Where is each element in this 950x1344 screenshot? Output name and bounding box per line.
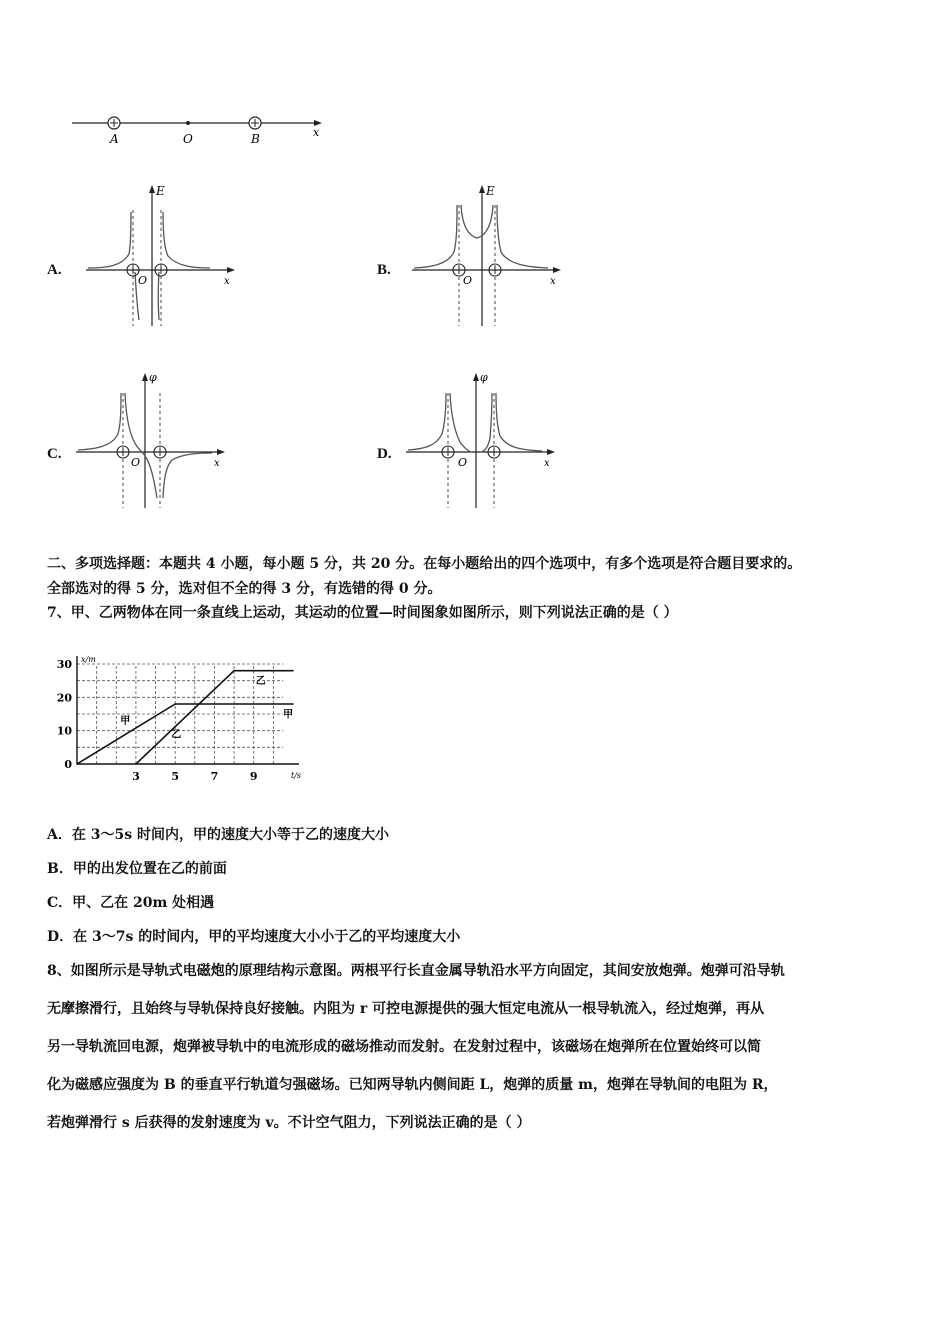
y-tick-label: 30 (56, 658, 72, 671)
chart-grid (77, 664, 283, 764)
origin-label: O (458, 456, 468, 469)
y-tick-label: 0 (64, 758, 72, 771)
x-tick-label: 5 (171, 770, 180, 783)
graph-d (402, 368, 562, 513)
x-tick-label: 9 (249, 770, 258, 783)
series-point (76, 763, 78, 765)
q7-option-c: C．甲、乙在 20m 处相遇 (47, 895, 215, 911)
series-point (174, 703, 176, 705)
series-label-yi: 乙 (171, 729, 182, 741)
q8-line2: 无摩擦滑行，且始终与导轨保持良好接触。内阻为 r 可控电源提供的强大恒定电流从一根导轨流入，经过炮弹，再从 (47, 1001, 765, 1017)
charge-a-icon (108, 117, 120, 129)
option-a-label: A. (47, 262, 62, 278)
q7-option-b: B．甲的出发位置在乙的前面 (47, 861, 227, 877)
label-b: B (251, 132, 260, 146)
y-axis-label: x/m (81, 655, 96, 664)
option-c-label: C. (47, 446, 62, 462)
q8-line1: 8、如图所示是导轨式电磁炮的原理结构示意图。两根平行长直金属导轨沿水平方向固定，其间安放炮弹。炮弹可沿导轨 (47, 963, 785, 979)
q7-position-time-chart (55, 642, 315, 792)
charge-b-icon (249, 117, 261, 129)
x-axis-label: t/s (291, 771, 302, 780)
option-b-label: B. (377, 262, 391, 278)
series-line-jia (77, 704, 293, 764)
graph-c (72, 368, 232, 513)
chart-axes (77, 656, 299, 764)
q7-stem: 7、甲、乙两物体在同一条直线上运动，其运动的位置—时间图象如图所示，则下列说法正确的是（ ） (47, 605, 678, 621)
axis-y-label: φ (480, 371, 488, 384)
series-point (292, 670, 294, 672)
x-tick-label: 3 (132, 770, 140, 783)
origin-label: O (131, 456, 141, 469)
graph-a (82, 180, 242, 330)
series-point (292, 703, 294, 705)
graph-b (408, 180, 568, 330)
section2-line2: 全部选对的得 5 分，选对但不全的得 3 分，有选错的得 0 分。 (47, 581, 442, 597)
series-point (233, 670, 235, 672)
q8-line5: 若炮弹滑行 s 后获得的发射速度为 v。不计空气阻力，下列说法正确的是（ ） (47, 1115, 531, 1131)
axis-y-label: E (486, 184, 495, 198)
series-label-jia: 甲 (120, 716, 131, 727)
series-label-yi-end: 乙 (255, 676, 266, 687)
charge-axis-diagram (60, 105, 340, 150)
axis-x-label: x (544, 458, 550, 469)
option-d-label: D. (377, 446, 392, 462)
series-label-jia-end: 甲 (283, 709, 294, 721)
origin-label: O (463, 274, 473, 287)
axis-x-label: x (550, 276, 556, 287)
label-o: O (183, 132, 193, 146)
axis-y-label: φ (149, 371, 157, 384)
y-tick-label: 10 (56, 724, 72, 738)
axis-x-label: x (224, 276, 230, 287)
label-a: A (110, 132, 119, 146)
q7-option-a: A．在 3～5s 时间内，甲的速度大小等于乙的速度大小 (47, 827, 389, 843)
origin-label: O (138, 274, 148, 287)
axis-y-label: E (156, 184, 165, 198)
q8-line3: 另一导轨流回电源，炮弹被导轨中的电流形成的磁场推动而发射。在发射过程中，该磁场在炮弹所在位置始终可以简 (47, 1039, 761, 1055)
axis-x-label: x (214, 458, 220, 469)
label-x: x (313, 126, 320, 139)
y-tick-label: 20 (56, 691, 72, 705)
q8-line4: 化为磁感应强度为 B 的垂直平行轨道匀强磁场。已知两导轨内侧间距 L，炮弹的质量 m，炮弹在导轨间的电阻为 R， (47, 1077, 778, 1093)
q7-option-d: D．在 3～7s 的时间内，甲的平均速度大小小于乙的平均速度大小 (47, 929, 461, 945)
x-tick-label: 7 (210, 770, 219, 783)
series-point (135, 763, 137, 765)
section2-line1: 二、多项选择题：本题共 4 小题，每小题 5 分，共 20 分。在每小题给出的四个选项中，有多个选项是符合题目要求的。 (47, 556, 802, 572)
